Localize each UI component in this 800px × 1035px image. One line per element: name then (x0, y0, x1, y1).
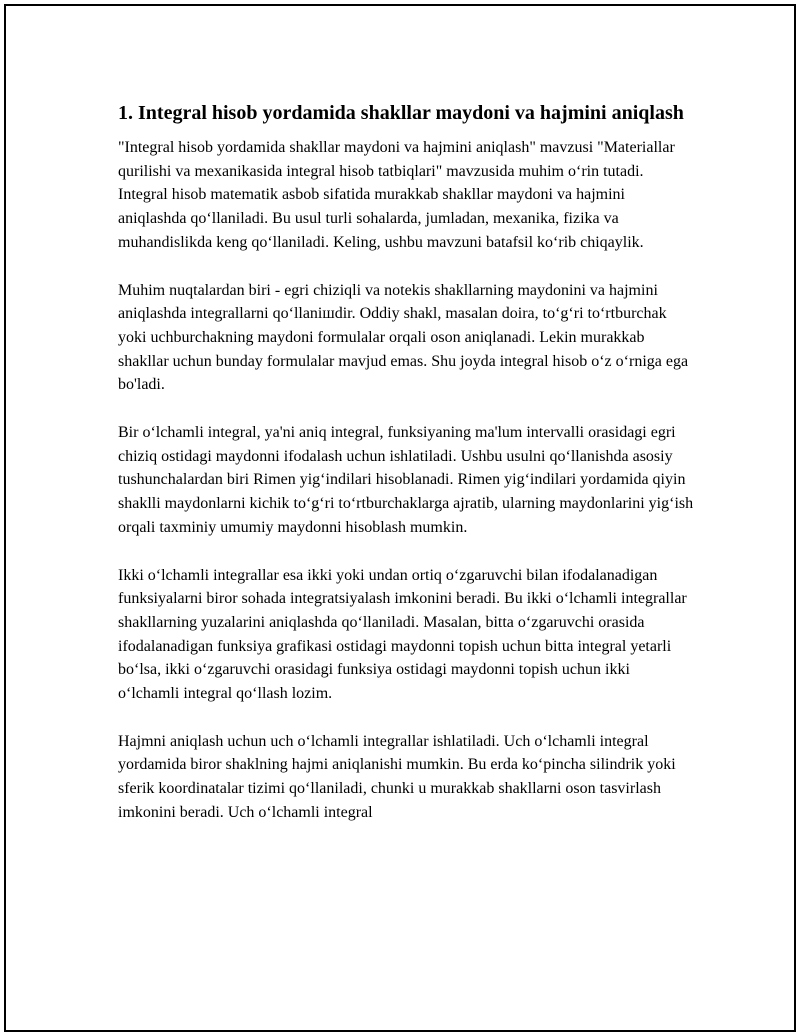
document-body (118, 100, 694, 849)
paragraph-2: Muhim nuqtalardan biri - egri chiziqli va notekis shakllarning maydonini va hajmini aniqlashda integrallarni qo‘llanішdir. Oddiy shakl, masalan doira, to‘g‘ri to‘rtburchak yoki uchburchakning maydoni formulalar orqali oson aniqlanadi. Lekin murakkab shakllar uchun bunday formulalar mavjud emas. Shu joyda integral hisob o‘z o‘rniga ega bo'ladi. (118, 281, 689, 394)
paragraph-3: Bir o‘lchamli integral, ya'ni aniq integral, funksiyaning ma'lum intervalli orasidagi egri chiziq ostidagi maydonni ifodalash uchun ishlatiladi. Ushbu usulni qo‘llanishda asosiy tushunchalardan biri Rimen yig‘indilari hisoblanadi. Rimen yig‘indilari yordamida qiyin shaklli maydonlarni kichik to‘g‘ri to‘rtburchaklarga ajratib, ularning maydonlarini yig‘ish orqali taxminiy umumiy maydonni hisoblash mumkin. (118, 424, 694, 536)
paragraph-4: Ikki o‘lchamli integrallar esa ikki yoki undan ortiq o‘zgaruvchi bilan ifodalanadigan funksiyalarni biror sohada integratsiyalash imkonini beradi. Bu ikki o‘lchamli integrallar shakllarning yuzalarini aniqlashda qo‘llaniladi. Masalan, bitta o‘zgaruvchi orasida ifodalanadigan funksiya grafikasi ostidagi maydonni topish uchun bitta integral yetarli bo‘lsa, ikki o‘zgaruvchi orasidagi funksiya ostidagi maydonni topish uchun ikki o‘lchamli integral qo‘llash lozim. (118, 566, 687, 703)
paragraph-5: Hajmni aniqlash uchun uch o‘lchamli integrallar ishlatiladi. Uch o‘lchamli integral yordamida biror shaklning hajmi aniqlanishi mumkin. Bu erda ko‘pincha silindrik yoki sferik koordinatalar tizimi qo‘llaniladi, chunki u murakkab shakllarni oson tasvirlash imkonini beradi. Uch o‘lchamli integral (118, 732, 676, 821)
page-frame (4, 4, 796, 1032)
section-heading: 1. Integral hisob yordamida shakllar maydoni va hajmini aniqlash (118, 102, 684, 124)
paragraph-1: "Integral hisob yordamida shakllar maydoni va hajmini aniqlash" mavzusi "Materiallar qurilishi va mexanikasida integral hisob tatbiqlari" mavzusida muhim o‘rin tutadi. Integral hisob matematik asbob sifatida murakkab shakllar maydoni va hajmini aniqlashda qo‘llaniladi. Bu usul turli sohalarda, jumladan, mexanika, fizika va muhandislikda keng qo‘llaniladi. Keling, ushbu mavzuni batafsil ko‘rib chiqaylik. (118, 139, 675, 251)
